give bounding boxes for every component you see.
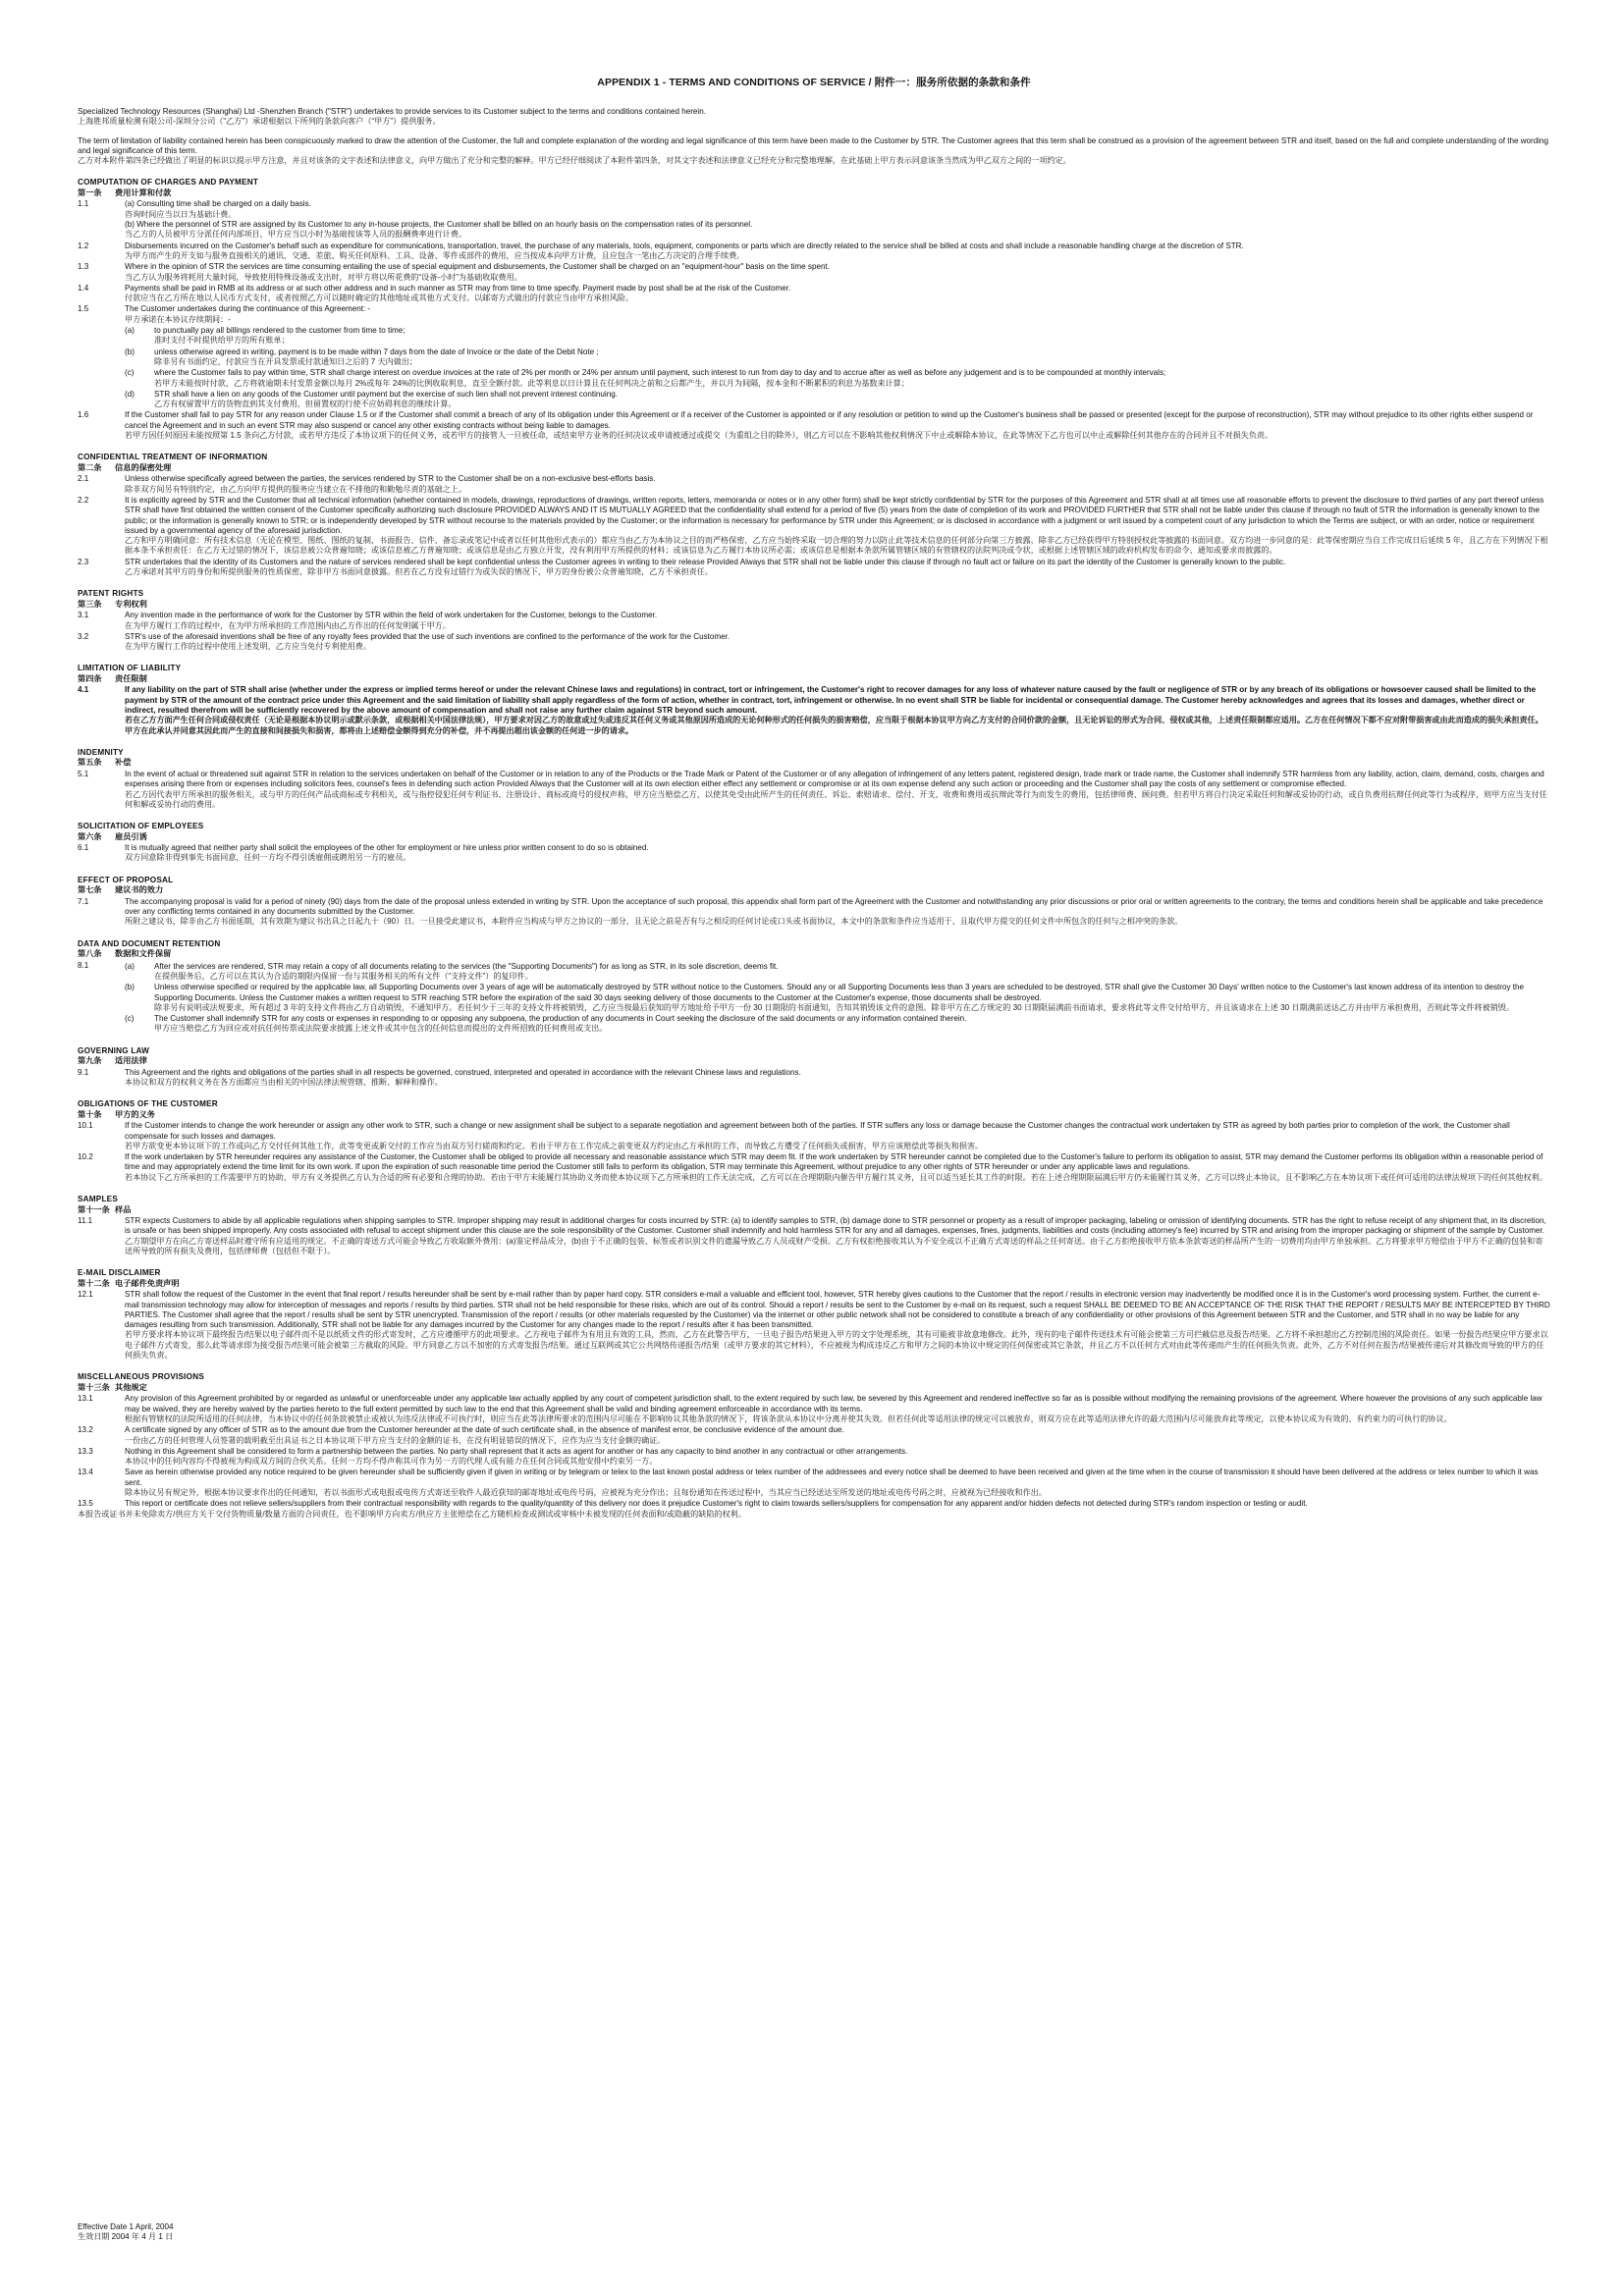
clause-number: 13.3 <box>78 1446 93 1456</box>
sub-clause-text-cn: 除非另有说明或法规要求，所有超过 3 年的支持文件将由乙方自动销毁，不通知甲方。若任何少于三年的支持文件将被销毁，乙方应当按最后获知的甲方地址给予甲方一份 30 日期限的书面通知，告知其销毁该文件的意图。除非甲方在乙方规定的 30 日期限届满前书面请求，要求将此等文件交付给甲方，并且该请求在上述 30 日期满前送达乙方并由甲方承担费用，否则此等文件将被销毁。 <box>154 1002 1514 1012</box>
section-title-cn: 建议书的效力 <box>115 885 164 895</box>
sub-clause-text-en: (a) Consulting time shall be charged on a daily basis. <box>125 199 311 209</box>
clause <box>78 1290 1550 1361</box>
clause-text-en: Save as herein otherwise provided any notice required to be given hereunder shall be sufficiently given if given in writing or by telegram or telex to the last known postal address or telex number of the addressees and every notice shall be deemed to have been received and given at the time when in the course of transmission it should have been delivered at the address or telex number to which it was sent. <box>125 1468 1539 1487</box>
section <box>78 748 1550 810</box>
clause <box>78 632 1550 653</box>
clause-number: 9.1 <box>78 1067 89 1077</box>
section-title-cn: 专利权利 <box>115 599 147 609</box>
clause-body <box>125 410 1550 441</box>
sub-clause-text-en: where the Customer fails to pay within time, STR shall charge interest on overdue invoices at the rate of 2% per month or 24% per annum until payment, such interest to run from day to day and to accrue after as well as before any judgement and is to be compounded at monthly intervals; <box>154 368 1166 378</box>
clause <box>78 1447 1550 1468</box>
clause-text-en: STR expects Customers to abide by all applicable regulations when shipping samples to STR. Improper shipping may result in additional charges for costs incurred by STR: (a) to identify samples to STR, (b) damage done to STR personnel or property as a result of improper packaging, labeling or omission of identifying documents. STR has the right to refuse receipt of any shipment that, in its discretion, is unsafe or has been shipped improperly. Any costs associated with refusal to accept shipment under this clause are the sole responsibility of the Customer. Customer shall indemnify and hold harmless STR for any and all damages, expenses, fines, judgments, liabilities and costs (including attorney's fee) incurred by STR and arising from the improper packaging or shipment of the sample by Customer. <box>125 1216 1546 1236</box>
clause <box>78 770 1550 810</box>
clause-text-en: If the Customer intends to change the work hereunder or assign any other work to STR, such a change or new assignment shall be subject to a separate negotiation and agreement between both of the parties. If STR suffers any loss or damage because the Customer changes the contractual work undertaken by STR as agreed by both parties prior to completion of the work, the Customer shall compensate for such losses and damages. <box>125 1121 1510 1141</box>
section-title-cn: 其他规定 <box>115 1382 147 1392</box>
clause-body <box>125 685 1550 735</box>
section <box>78 1195 1550 1256</box>
clause-text-en: This Agreement and the rights and obligations of the parties shall in all respects be governed, construed, interpreted and operated in accordance with the relevant Chinese laws and regulations. <box>125 1067 801 1077</box>
clause-text-cn: 在为甲方履行工作的过程中使用上述发明，乙方应当免付专利使用费。 <box>125 642 371 652</box>
clause-text-en: Any invention made in the performance of work for the Customer by STR within the field of work undertaken for the Customer, belongs to the Customer. <box>125 611 658 620</box>
clause-text-cn: 若乙方因代表甲方所承担的服务相关，或与甲方的任何产品或商标或专利相关，或与指控侵犯任何专利证书、注册设计、商标或商号的侵权声称，甲方应当赔偿乙方，以使其免受由此所产生的任何责任、诉讼、索赔请求、偿付、开支、收费和费用或抗辩此等行为而发生的费用，包括律师费、顾问费。但若甲方将自行决定采取任何和解或妥协的行动，或自负费用抗辩任何此等行为或程序，则甲方应当支付任何和解或妥协行动的费用。 <box>125 789 1547 809</box>
clause-body <box>125 474 1550 495</box>
clause-body <box>125 1499 1550 1509</box>
sub-clause-text-cn: 乙方有权留置甲方的货物直到其支付费用，但留置权的行使不应妨碍利息的继续计算。 <box>154 400 457 409</box>
clause-text-cn: 若甲方要求将本协议项下最终报告/结果以电子邮件而不是以纸质文件的形式寄发时，乙方应遵循甲方的此项要求。乙方视电子邮件为有用且有效的工具，然而，乙方在此警告甲方，一旦电子报告/结果进入甲方的文字处理系统，其有可能被非故意地修改。此外，现有的电子邮件传送技术有可能会使第三方可拦截信息及报告/结果。乙方将不承担超出乙方控制范围的风险责任。如果一份报告/结果应甲方要求以电子邮件方式寄发，那么此等请求即为接受报告/结果可能会被第三方截取的风险。甲方同意乙方以不加密的方式寄发报告/结果。通过互联网或其它公共网络传递报告/结果（或甲方要求的其它材料），不应被视为构成违反乙方和甲方之间的本协议中规定的任何保密或其它条款，并且乙方不以任何方式对由此等传递而产生的任何损失负责。此外，乙方不对任何在报告/结果被传递后对其修改而导致的甲方的任何损失负责。 <box>125 1330 1548 1361</box>
clause-number: 13.4 <box>78 1468 93 1477</box>
section-heading: GOVERNING LAW <box>78 1045 150 1055</box>
sub-clause <box>125 199 1550 220</box>
clause-text-cn: 若在乙方方面产生任何合同或侵权责任（无论是根据本协议明示或默示条款，或根据相关中国法律法规），甲方要求对因乙方的故意或过失或违反其任何义务或其他原因所造成的无论何种形式的任何损失的损害赔偿，应当限于根据本协议甲方向乙方支付的合同价款的金额，且无论诉讼的形式为合同、侵权或其他，上述责任限制都应适用。乙方在任何情况下都不应对附带损害或由此而造成的损失承担责任。甲方在此承认并同意其因此而产生的直接和间接损失和损害，都将由上述赔偿金额得到充分的补偿，并不再提出超出该金额的任何进一步的请求。 <box>125 716 1543 735</box>
clause-number: 8.1 <box>78 960 89 970</box>
clause-number: 3.1 <box>78 611 89 620</box>
clause-number: 12.1 <box>78 1290 93 1300</box>
clause-text-en: STR shall follow the request of the Customer in the event that final report / results hereunder shall be sent by e-mail rather than by paper hard copy. STR considers e-mail a valuable and efficient tool, however, STR hereby gives cautions to the Customer that the report / results in electronic version may inadvertently be modified once it is in the Customer's word processing system. Further, the current e-mail transmission technology may allow for interception of messages and reports / results by third parties. STR shall not be held responsible for these risks, which are out of its control. Should a report / results be sent to the Customer by e-mail on its request, such a request SHALL BE DEEMED TO BE AN ACCEPTANCE OF THE RISK THAT THE REPORT / RESULTS MAY BE INTERCEPTED BY THIRD PARTIES. The Customer shall agree that the report / results shall be sent by STR unencrypted. Transmission of the report / results (or other materials requested by the Customer) via the internet or other public network shall not be considered to constitute a breach of any confidentiality or other provisions of this Agreement between STR and the Customer, and STR shall in no way be liable for any damages resulting from such transmission. Additionally, STR shall not be liable for any damages incurred by the Customer for any changes made to the report / results after it has been transmitted. <box>125 1290 1550 1330</box>
intro-text-en: The term of limitation of liability contained herein has been conspicuously marked to draw the attention of the Customer, the full and complete explanation of the wording and legal significance of this term have been made to the Customer by STR. The Customer agrees that this term shall be construed as a provision of the agreement between STR and itself, based on the full and complete understanding of the wording and legal significance of this term. <box>78 135 1549 155</box>
sub-clause-label: (b) <box>125 983 135 992</box>
effective-date-cn: 生效日期 2004 年 4 月 1 日 <box>78 2232 174 2242</box>
section-heading-cn <box>78 1056 1550 1067</box>
clause-number: 2.3 <box>78 557 89 566</box>
clause <box>78 1121 1550 1151</box>
section-number-cn: 第三条 <box>78 599 102 609</box>
sub-clause-text-cn: 当乙方的人员被甲方分派任何内部项目，甲方应当以小时为基础按该等人员的报酬费率进行计费。 <box>125 230 467 240</box>
clause-number: 13.5 <box>78 1499 93 1509</box>
clause-text-en: The Customer undertakes during the continuance of this Agreement: - <box>125 304 371 314</box>
clause <box>78 1068 1550 1089</box>
section-number-cn: 第十一条 <box>78 1204 110 1214</box>
sub-clause-text-cn: 在提供服务后，乙方可以在其认为合适的期限内保留一份与其服务相关的所有文件（“支持文件”）的复印件。 <box>154 971 533 981</box>
sections <box>78 178 1550 1519</box>
clause <box>78 1394 1550 1424</box>
section-heading-cn <box>78 1205 1550 1216</box>
section-heading-cn <box>78 885 1550 896</box>
sub-clause <box>125 983 1550 1013</box>
clause-number: 4.1 <box>78 685 89 695</box>
sub-clause-body <box>154 962 1550 983</box>
clause-body <box>125 843 1550 864</box>
clause-text-cn: 除非双方间另有特别约定，由乙方向甲方提供的服务应当建立在不排他的和勤勉尽责的基础之上。 <box>125 484 467 494</box>
clause <box>78 558 1550 578</box>
sub-clause-body <box>154 1014 1550 1035</box>
clause <box>78 1425 1550 1446</box>
clause-text-en: STR's use of the aforesaid inventions shall be free of any royalty fees provided that the use of such inventions are confined to the performance of the work for the Customer. <box>125 631 730 641</box>
clause-text-cn: 除本协议另有规定外，根据本协议要求作出的任何通知，若以书面形式或电报或电传方式寄送至收件人最近获知的邮寄地址或电传号码，应被视为充分作出；且每份通知在传送过程中，当其应当已经送达至所发送的地址或电传号码之时，应被视为已经接收和作出。 <box>125 1488 1047 1498</box>
clause-text-en: This report or certificate does not relieve sellers/suppliers from their contractual responsibility with regards to the quality/quantity of this delivery nor does it prejudice Customer's right to claim towards sellers/suppliers for compensation for any apparent and/or hidden defects not detected during STR's random inspection or testing or audit. <box>125 1499 1308 1509</box>
clause-number: 2.2 <box>78 495 89 505</box>
clause-text-en: If the Customer shall fail to pay STR for any reason under Clause 1.5 or if the Customer shall commit a breach of any of its obligation under this Agreement or if a receiver of the Customer is appointed or if any resolution or petition to wind up the Customer's business shall be passed or presented (except for the purpose of reconstruction), STR may without prejudice to its other rights either suspend or cancel the Agreement and in such an event STR may also suspend or cancel any other existing contracts without being liable to damages. <box>125 410 1534 430</box>
clause <box>78 410 1550 441</box>
section <box>78 1268 1550 1361</box>
clause-text-en: It is explicitly agreed by STR and the Customer that all technical information (whether contained in models, drawings, reproductions of drawings, written reports, letters, memoranda or notes or in any other form) shall be kept strictly confidential by STR for the purposes of this Agreement and STR shall at all times use all reasonable efforts to prevent the disclosure to third parties of any part thereof unless STR shall have first obtained the written consent of the Customer specifically authorizing such disclosure PROVIDED ALWAYS AND IT IS MUTUALLY AGREED that the confidentiality shall extend for a period of five (5) years from the date of completion of its work and PROVIDED FURTHER that STR shall not be liable under this clause if through no fault of STR the information is generally known to the public; or the information is generally known to STR; or is independently developed by STR without recourse to the materials provided by the Customer; or the information is necessary for performance by STR under this Agreement; or is disclosed in accordance with a judgment or writ issued by a competent court of any jurisdiction to which the Terms are subject, or with an order, notice or requirement issued by a governmental agency of the aforesaid jurisdiction. <box>125 495 1544 535</box>
clause-text-en: In the event of actual or threatened suit against STR in relation to the services undertaken on behalf of the Customer or in relation to any of the Products or the Trade Mark or Patent of the Customer or of any allegation of infringement of any letters patent, registered design, trade mark or trade name, the Customer shall indemnify STR harmless from any liability, action, claim, demand, costs, charges and expenses arising there from or expenses including solicitors fees, counsel's fees in defending such action Provided Always that the Customer will at its own election either effect any settlement or compromise or at its own expense defend any such action or proceeding and the Customer shall pay the costs of any settlement or compromise effected. <box>125 769 1544 789</box>
clause-body <box>125 1394 1550 1424</box>
section-heading-cn <box>78 949 1550 960</box>
clause-body <box>125 1152 1550 1183</box>
section-number-cn: 第九条 <box>78 1056 102 1066</box>
clause-text-en: Nothing in this Agreement shall be considered to form a partnership between the parties. No party shall represent that it acts as agent for another or has any capacity to bind another in any contractual or other arrangements. <box>125 1446 908 1456</box>
section-title-cn: 数据和文件保留 <box>115 949 172 959</box>
clause-number: 6.1 <box>78 843 89 853</box>
sub-clause <box>125 390 1550 410</box>
clause <box>78 304 1550 409</box>
section-heading: INDEMNITY <box>78 747 124 757</box>
clause-body <box>125 611 1550 631</box>
section-heading: SAMPLES <box>78 1195 118 1204</box>
section-number-cn: 第五条 <box>78 758 102 768</box>
clause-number: 11.1 <box>78 1216 93 1226</box>
sub-clause-label: (a) <box>125 961 135 971</box>
section-heading: PATENT RIGHTS <box>78 589 144 599</box>
section-title-cn: 甲方的义务 <box>115 1109 155 1119</box>
clause <box>78 262 1550 283</box>
section-title-cn: 电子邮件免责声明 <box>115 1278 180 1288</box>
sub-clause-text-cn: 甲方应当赔偿乙方为回应或对抗任何传票或法院要求披露上述文件或其中包含的任何信息而提出的文件所招致的任何费用或支出。 <box>154 1024 608 1034</box>
clause-number: 5.1 <box>78 769 89 778</box>
section-heading-cn <box>78 463 1550 474</box>
section-title-cn: 责任限制 <box>115 673 147 683</box>
sub-clause-body <box>154 326 1550 347</box>
clause-body <box>125 199 1550 240</box>
clause-body <box>125 1216 1550 1256</box>
intro-paragraph <box>78 136 1550 167</box>
section-title-cn: 信息的保密处理 <box>115 462 172 472</box>
section-number-cn: 第八条 <box>78 949 102 959</box>
sub-clause-label: (a) <box>125 326 135 336</box>
clause-number: 13.1 <box>78 1394 93 1404</box>
clause <box>78 961 1550 1035</box>
clause-text-cn: 本协议中的任何内容均不得被视为构成双方间的合伙关系。任何一方均不得声称其可作为另一方的代理人或有能力在任何合同或其他安排中约束另一方。 <box>125 1457 658 1467</box>
section-title-cn: 样品 <box>115 1204 132 1214</box>
clause-body <box>125 1290 1550 1361</box>
clause-number: 1.6 <box>78 410 89 420</box>
clause-number: 1.5 <box>78 304 89 314</box>
section <box>78 822 1550 864</box>
clause-text-en: A certificate signed by any officer of STR as to the amount due from the Customer hereunder at the date of such certificate shall, in the absence of manifest error, be conclusive evidence of the amount due. <box>125 1425 844 1435</box>
clause <box>78 897 1550 928</box>
sub-clause <box>125 220 1550 240</box>
clause-number: 1.3 <box>78 262 89 272</box>
clause <box>78 284 1550 304</box>
sub-clause-text-en: STR shall have a lien on any goods of the Customer until payment but the exercise of such lien shall not prevent interest continuing. <box>154 389 618 399</box>
document-title: APPENDIX 1 - TERMS AND CONDITIONS OF SERVICE / 附件一：服务所依据的条款和条件 <box>597 77 1031 88</box>
sub-clause-label: (d) <box>125 389 135 399</box>
sub-clause-text-en: to punctually pay all billings rendered to the customer from time to time; <box>154 326 406 336</box>
clause-body <box>125 1121 1550 1151</box>
section <box>78 1372 1550 1520</box>
clause-text-cn: 若甲方欲变更本协议项下的工作或向乙方交付任何其他工作，此等变更或新交付的工作应当由双方另行磋商和约定。若由于甲方在工作完成之前变更双方约定由乙方承担的工作，而导致乙方遭受了任何损失或损害，甲方应该赔偿此等损失和损害。 <box>125 1141 984 1150</box>
footer <box>78 2222 173 2243</box>
clause-body <box>125 1425 1550 1446</box>
sub-clause <box>125 368 1550 389</box>
section <box>78 664 1550 735</box>
sub-clause-body <box>154 368 1550 389</box>
clause-text-en: Unless otherwise specifically agreed between the parties, the services rendered by STR to the Customer shall be on a non-exclusive best-efforts basis. <box>125 474 656 484</box>
clause-body <box>125 304 1550 409</box>
terms-document <box>78 75 1550 1528</box>
clause-text-en: It is mutually agreed that neither party shall solicit the employees of the other for employment or hire unless prior written consent to do so is obtained. <box>125 843 649 853</box>
clause-body <box>125 961 1550 1035</box>
clause-text-cn: 为甲方而产生的开支如与服务直接相关的通讯、交通、差旅、购买任何原料、工具、设备、零件或部件的费用，应当按成本向甲方计费，且应包含一笔由乙方决定的合理手续费。 <box>125 250 745 260</box>
clause <box>78 1216 1550 1256</box>
clause-text-cn: 一份由乙方的任何管理人员签署的载明截至出具证书之日本协议项下甲方应当支付的金额的证书，在没有明显错误的情况下，应作为应当支付金额的确证。 <box>125 1435 666 1445</box>
clause <box>78 474 1550 495</box>
sub-clause <box>125 347 1550 368</box>
clause-number: 13.2 <box>78 1425 93 1435</box>
clause-body <box>125 1068 1550 1089</box>
clause-text-cn: 付款应当在乙方所在地以人民币方式支付，或者按照乙方可以随时确定的其他地址或其他方式支付。以邮寄方式做出的付款应当由甲方承担风险。 <box>125 294 634 303</box>
section-heading-cn <box>78 674 1550 685</box>
section-heading-cn <box>78 758 1550 769</box>
clause-text-en: STR undertakes that the identity of its Customers and the nature of services rendered shall be kept confidential unless the Customer agrees in writing to their release Provided Always that STR shall not be liable under this clause if through no fault act or failure on its part the identity of the Customer is generally known to the public. <box>125 557 1286 566</box>
section <box>78 1099 1550 1183</box>
clause-number: 10.1 <box>78 1121 93 1131</box>
clause-text-en: Any provision of this Agreement prohibited by or regarded as unlawful or unenforceable under any applicable law actually applied by any court of competent jurisdiction shall, to the extent required by such law, be severed by this Agreement and rendered ineffective so far as is possible without modifying the remaining provisions of the agreement. Where however the provisions of any such applicable law may be waived, they are hereby waived by the parties hereto to the full extent permitted by such law to the end that this Agreement shall be valid and binding agreement enforceable in accordance with its terms. <box>125 1394 1542 1414</box>
clause-number: 10.2 <box>78 1152 93 1162</box>
sub-clause <box>125 326 1550 347</box>
sub-clause <box>125 1014 1550 1035</box>
section-heading: DATA AND DOCUMENT RETENTION <box>78 938 221 948</box>
section-heading-cn <box>78 188 1550 199</box>
section-title-cn: 适用法律 <box>115 1056 147 1066</box>
clause-body <box>125 241 1550 262</box>
sub-clause-text-cn: 若甲方未能按时付款，乙方将就逾期未付发票金额以每月 2%或每年 24%的比例收取利息，直至全额付款。此等利息以日计算且在任何判决之前和之后都产生，并以月为间隔，按本金和不断累积的利息为基数来计算； <box>154 378 909 388</box>
clause-text-en: Where in the opinion of STR the services are time consuming entailing the use of special equipment and disbursements, the Customer shall be charged on an "equipment-hour" basis on the time spent. <box>125 262 830 272</box>
clause-text-cn: 本协议和双方的权利义务在各方面都应当由相关的中国法律法规管辖、推断、解释和操作。 <box>125 1078 443 1087</box>
section-heading-cn <box>78 1110 1550 1121</box>
sub-clause-label: (c) <box>125 368 135 378</box>
clause-body <box>125 496 1550 557</box>
clause <box>78 1499 1550 1509</box>
clause-text-cn: 若甲方因任何原因未能按照第 1.5 条向乙方付款，或若甲方违反了本协议项下的任何义务，或若甲方的接管人一旦被任命，或结束甲方业务的任何决议或申请被通过或提交（为重组之目的除外），则乙方可以在不影响其他权利情况下中止或解除本协议，在此等情况下乙方也可以中止或解除任何其他存在的合同并且不对损失负责。 <box>125 431 1273 441</box>
section-number-cn: 第七条 <box>78 885 102 895</box>
section-number-cn: 第四条 <box>78 673 102 683</box>
sub-clause-text-en: The Customer shall indemnify STR for any costs or expenses in responding to or opposing any subpoena, the production of any documents in Court seeking the disclosure of the said documents or any information contained therein. <box>154 1014 967 1024</box>
clause-text-en: The accompanying proposal is valid for a period of ninety (90) days from the date of the proposal unless extended in writing by STR. Upon the acceptance of such proposal, this appendix shall form part of the Agreement with the Customer and notwithstanding any prior discussions or prior oral or written agreements to the contrary, the terms and conditions herein shall be applicable and take precedence over any conflicting terms contained in any documents submitted by the Customer. <box>125 896 1543 917</box>
section-heading: EFFECT OF PROPOSAL <box>78 875 174 884</box>
sub-clause <box>125 962 1550 983</box>
clause <box>78 1152 1550 1183</box>
clause <box>78 241 1550 262</box>
section-heading: MISCELLANEOUS PROVISIONS <box>78 1372 204 1382</box>
clause-text-en: Disbursements incurred on the Customer's behalf such as expenditure for communications, transportation, travel, the purchase of any materials, tools, equipment, components or parts which are directly related to the service shall be billed at costs and shall include a reasonable handling charge at the discretion of STR. <box>125 240 1244 250</box>
clause-text-en: If any liability on the part of STR shall arise (whether under the express or implied terms hereof or under the relevant Chinese laws and regulations) in contract, tort or infringement, the Customer's right to recover damages for any loss of whatever nature caused by the fault or negligence of STR or by any breach of its obligations or howsoever caused shall be limited to the payment by STR of the amount of the contract price under this Agreement and the said limitation of liability shall apply regardless of the form of action, whether in contract, tort, infringement or otherwise. In no event shall STR be liable for incidental or consequential damage. The Customer hereby acknowledges and agrees that its losses and damages, whether direct or indirect, resulted therefrom will be sufficiently recovered by the above amount of compensation and shall not raise any further claim against STR beyond such amount. <box>125 685 1537 716</box>
section-number-cn: 第六条 <box>78 831 102 841</box>
clause-body <box>125 262 1550 283</box>
sub-clause-text-en: Unless otherwise specified or required by the applicable law, all Supporting Documents over 3 years of age will be automatically destroyed by STR without notice to the Customers. Should any or all Supporting Documents less than 3 years are scheduled to be destroyed, STR shall give the Customer 30 Days' written notice to the Customer's last known address of its intention to destroy the Supporting Documents. Unless the Customer makes a written request to STR reaching STR before the expiration of the said 30 days seeking delivery of those documents to the Customer at the Customer's expense, those documents shall be destroyed. <box>154 983 1525 1002</box>
sub-clause-text-cn: 除非另有书面约定，付款应当在开具发票或付款通知日之后的 7 天内做出； <box>154 356 418 366</box>
section-title-cn: 费用计算和付款 <box>115 187 172 197</box>
clause-number: 7.1 <box>78 896 89 906</box>
section-heading: E-MAIL DISCLAIMER <box>78 1268 161 1278</box>
intro-text-cn: 乙方对本附件第四条已经做出了明显的标识以提示甲方注意，并且对该条的文字表述和法律意义，向甲方做出了充分和完整的解释。甲方已经仔细阅读了本附件第四条，对其文字表述和法律意义已经充分和完整地理解，在此基础上甲方表示同意该条当然成为甲乙双方之间的一项约定。 <box>78 156 1071 166</box>
clause-body <box>125 558 1550 578</box>
section-title-cn: 补偿 <box>115 758 132 768</box>
clause-number: 1.1 <box>78 199 89 209</box>
section-heading: OBLIGATIONS OF THE CUSTOMER <box>78 1099 218 1109</box>
clause-text-cn: 在为甲方履行工作的过程中，在为甲方所承担的工作范围内由乙方作出的任何发明属于甲方。 <box>125 620 451 630</box>
section <box>78 876 1550 928</box>
clause-text-en: If the work undertaken by STR hereunder requires any assistance of the Customer, the Customer shall be obliged to provide all necessary and reasonable assistance which STR may deem fit. If the work undertaken by STR hereunder cannot be completed due to the Customer's failure to perform its obligation to assist, STR may demand the Customer performs its obligation within a reasonable period of time and may appropriately extend the time limit for its own work. If upon the expiration of such reasonable time period the Customer still fails to perform its obligation, STR may terminate this Agreement, without prejudice to any other rights of STR hereunder or under any applicable laws and regulations. <box>125 1152 1543 1172</box>
clause-body <box>125 632 1550 653</box>
sub-clause-text-en: After the services are rendered, STR may retain a copy of all documents relating to the services (the "Supporting Documents") for as long as STR, in its sole discretion, deems fit. <box>154 961 779 971</box>
section-heading-cn <box>78 1383 1550 1394</box>
clause-text-cn: 若本协议下乙方所承担的工作需要甲方的协助，甲方有义务提供乙方认为合适的所有必要和合理的协助。若由于甲方未能履行其协助义务而使本协议项下乙方所承担的工作无法完成，乙方可以在合理期限内催告甲方履行其义务，且可以适当延长其工作的时限。若在上述合理期限届满后甲方仍未能履行其义务，乙方可以终止本协议，且不影响乙方在本协议项下或任何可适用的法律法规项下的任何其他权利。 <box>125 1172 1547 1182</box>
clause-body <box>125 284 1550 304</box>
sub-clause-text-en: (b) Where the personnel of STR are assigned by its Customer to any in-house projects, the Customer shall be billed on an hourly basis on the compensation rates of its personnel. <box>125 220 753 230</box>
section-number-cn: 第十条 <box>78 1109 102 1119</box>
section <box>78 939 1550 1035</box>
section-heading: SOLICITATION OF EMPLOYEES <box>78 822 204 831</box>
clause <box>78 611 1550 631</box>
clause-text-cn: 甲方承诺在本协议存续期间：- <box>125 314 231 324</box>
section-number-cn: 第十二条 <box>78 1278 110 1288</box>
clause-body <box>125 770 1550 810</box>
sub-clause-body <box>154 347 1550 368</box>
clause-text-cn: 乙方期望甲方在向乙方寄送样品时遵守所有应适用的规定。不正确的寄送方式可能会导致乙方收取额外费用：(a)鉴定样品成分，(b)由于不正确的包装、标签或者识别文件的遗漏导致乙方人员或财产受损。乙方有权拒绝接收其认为不安全或以不正确方式寄送的样品之任何寄送。由于乙方拒绝接收甲方依本条款寄送的样品所产生的一切费用均由甲方单独承担。乙方将要求甲方赔偿由于甲方不正确的包装和寄送所导致的所有损失及费用，包括律师费（包括但不限于）。 <box>125 1236 1543 1255</box>
clause-text-en: Payments shall be paid in RMB at its address or at such other address and in such manner as STR may from time to time specify. Payment made by post shall be at the risk of the Customer. <box>125 283 791 293</box>
clause <box>78 199 1550 240</box>
clause <box>78 496 1550 557</box>
effective-date: Effective Date 1 April, 2004 <box>78 2222 174 2231</box>
sub-clause-label: (b) <box>125 347 135 356</box>
intro-text-cn: 上海胜邦质量检测有限公司-深圳分公司（“乙方”）承诺根据以下所列的条款向客户（“甲方”）提供服务。 <box>78 117 441 127</box>
clause-text-cn: 根据有管辖权的法院所适用的任何法律，当本协议中的任何条款被禁止或被认为违反法律或不可执行时，则应当在此等法律所要求的范围内尽可能在不影响协议其他条款的情况下，将该条款从本协议中分离并使其失效。但若任何此等适用法律的规定可以被放弃，则双方应在此等适用法律允许的最大范围内尽可能放弃此等规定，以使本协议成为有效的、有约束力的可执行的协议。 <box>125 1414 1452 1423</box>
clause <box>78 1468 1550 1498</box>
section-heading: CONFIDENTIAL TREATMENT OF INFORMATION <box>78 453 268 462</box>
clause-text-cn: 所附之建议书，除非由乙方书面延期，其有效期为建议书出具之日起九十（90）日。一旦接受此建议书，本附件应当构成与甲方之协议的一部分，且无论之前是否有与之相反的任何讨论或口头或书面协议，本文中的条款和条件应当适用于、且取代甲方提交的任何文件中所包含的任何与之相冲突的条款。 <box>125 917 1183 927</box>
section-title-cn: 雇员引诱 <box>115 831 147 841</box>
section-number-cn: 第十三条 <box>78 1382 110 1392</box>
clause-body <box>125 1468 1550 1498</box>
section <box>78 589 1550 652</box>
section-heading-cn <box>78 832 1550 843</box>
section-number-cn: 第一条 <box>78 187 102 197</box>
clause <box>78 843 1550 864</box>
section-heading-cn <box>78 600 1550 611</box>
sub-clause-text-cn: 咨询时间应当以日为基础计费。 <box>125 209 237 219</box>
clause-number: 3.2 <box>78 631 89 641</box>
intro <box>78 107 1550 166</box>
section <box>78 1046 1550 1089</box>
sub-clause-body <box>154 983 1550 1013</box>
sub-clause-label: (c) <box>125 1014 135 1024</box>
clause-number: 2.1 <box>78 474 89 484</box>
clause-number: 1.2 <box>78 240 89 250</box>
section <box>78 453 1550 577</box>
clause-text-cn: 双方同意除非得到事先书面同意，任何一方均不得引诱雇佣或聘用另一方的雇员。 <box>125 853 411 863</box>
clause-text-cn: 当乙方认为服务将耗用大量时间，导致使用特殊设备或支出时，对甲方将以所花费的“设备-小时”为基础收取费用。 <box>125 272 522 282</box>
clause-number: 1.4 <box>78 283 89 293</box>
clause <box>78 685 1550 735</box>
section-heading: COMPUTATION OF CHARGES AND PAYMENT <box>78 178 259 187</box>
section-number-cn: 第二条 <box>78 462 102 472</box>
intro-text-en: Specialized Technology Resources (Shanghai) Ltd -Shenzhen Branch ("STR") undertakes to provide services to its Customer subject to the terms and conditions contained herein. <box>78 107 706 116</box>
sub-clause-text-cn: 准时支付不时提供给甲方的所有账单； <box>154 336 290 346</box>
clause-text-cn: 乙方承诺对其甲方的身份和所提供服务的性质保密，除非甲方书面同意披露。但若在乙方没有过错行为或失误的情况下，甲方的身份被公众普遍知晓，乙方不承担责任。 <box>125 566 713 576</box>
clause-text-cn: 乙方和甲方明确同意：所有技术信息（无论在模型、图纸、图纸的复制、书面报告、信件、备忘录或笔记中或者以任何其他形式表示的）都应当由乙方为本协议之目的而严格保密，乙方应当始终采取一切合理的努力以防止此等技术信息的任何部分向第三方披露，除非乙方已经获得甲方特别授权此等披露的书面同意。双方均进一步同意的是：此等保密期应当自工作完成日后延续 5 年，且乙方在下列情况下根据本条不承担责任：在乙方无过错的情况下，该信息被公众普遍知晓；或该信息被乙方普遍知晓；或该信息是由乙方独立开发，没有利用甲方所提供的材料；或该信息为乙方履行本协议所必需；或该信息是根据本条款所属管辖区域的有管辖权的法院判决或令状，或根据上述管辖区域的政府机构发布的命令、通知或要求而披露的。 <box>125 536 1548 556</box>
sub-clause-body <box>154 390 1550 410</box>
clause-body <box>125 1447 1550 1468</box>
clause-body <box>125 897 1550 928</box>
section <box>78 178 1550 441</box>
section-heading-cn <box>78 1279 1550 1290</box>
sub-clause-text-en: unless otherwise agreed in writing, payment is to be made within 7 days from the date of Invoice or the date of the Debit Note ; <box>154 347 599 356</box>
section-tail-cn: 本报告或证书并未免除卖方/供应方关于交付货物质量/数量方面的合同责任，也不影响甲方向卖方/供应方主张赔偿在乙方随机检查或测试或审核中未被发现的任何表面和/或隐蔽的缺陷的权利。 <box>78 1509 746 1519</box>
intro-paragraph <box>78 107 1550 128</box>
section-heading: LIMITATION OF LIABILITY <box>78 664 182 673</box>
